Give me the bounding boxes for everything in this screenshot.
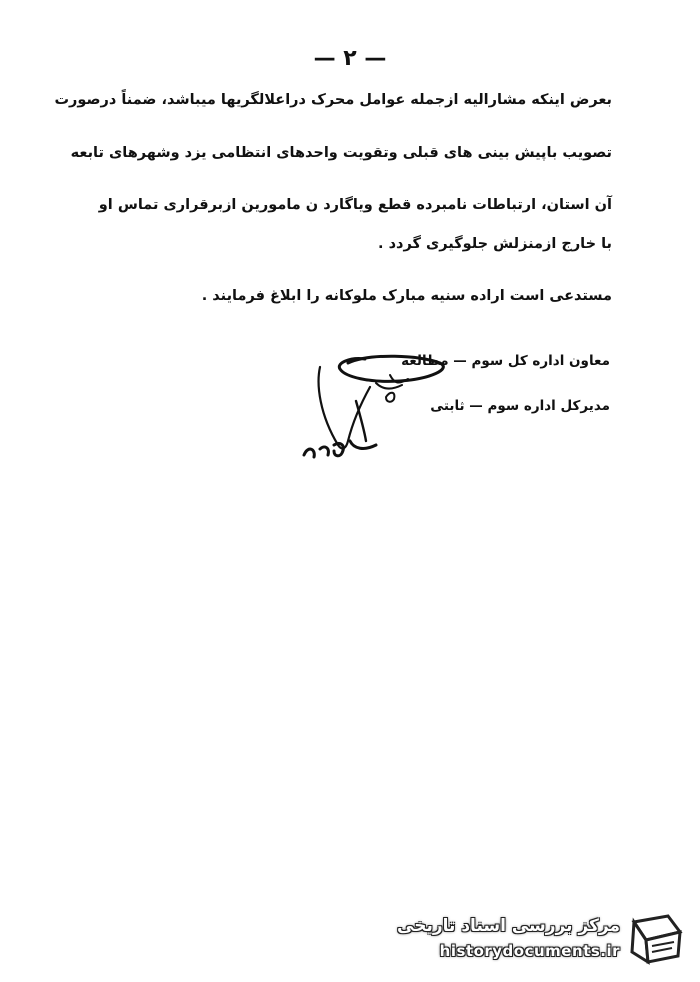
body-line-4: با خارج ازمنزلش جلوگیری گردد . (378, 236, 612, 252)
archive-logo-icon (628, 912, 686, 966)
body-line-2: تصویب باپیش بینی های قبلی وتقویت واحدهای انتظامی یزد وشهرهای تابعه (70, 145, 612, 161)
body-line-1: بعرض اینکه مشارالیه ازجمله عوامل محرک دراعلالگریها میباشد، ضمناً درصورت (54, 92, 612, 108)
signatory-director: مدیرکل اداره سوم — ثابتی (430, 398, 610, 414)
watermark-title: مرکز بررسی اسناد تاریخی (397, 916, 620, 936)
watermark-url: historydocuments.ir (439, 942, 620, 960)
signatory-deputy: معاون اداره کل سوم — مطالعه (401, 353, 610, 369)
archive-watermark (396, 910, 686, 970)
handwritten-signature (290, 345, 470, 485)
page-number: — ۲ — (313, 46, 387, 71)
body-line-3: آن استان، ارتباطات نامبرده قطع ویاگارد ن مامورین ازبرقراری تماس او (98, 197, 612, 213)
body-line-5: مستدعی است اراده سنیه مبارک ملوکانه را ابلاغ فرمایند . (201, 288, 612, 304)
